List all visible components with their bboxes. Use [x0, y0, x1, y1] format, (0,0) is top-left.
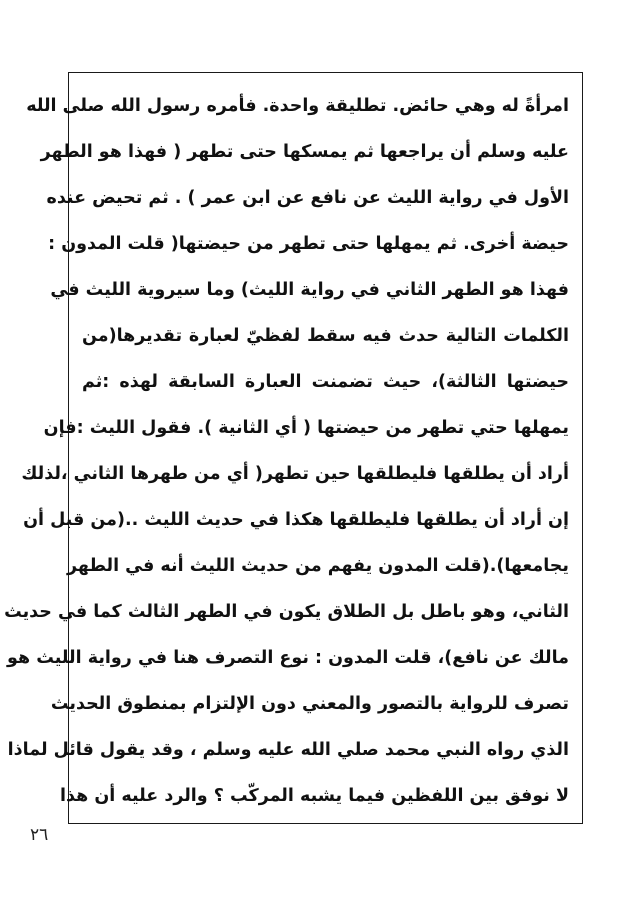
- text-line: الذي رواه النبي محمد صلي الله عليه وسلم ، وقد يقول قائل لماذا: [7, 740, 569, 760]
- text-line: مالك عن نافع)، قلت المدون : نوع التصرف هنا في رواية الليث هو: [7, 648, 569, 668]
- text-frame: [4, 72, 583, 824]
- text-line: فهذا هو الطهر الثاني في رواية الليث) وما سيروية الليث في: [50, 280, 569, 300]
- text-line: لا نوفق بين اللفظين فيما يشبه المركّب ؟ والرد عليه أن هذا: [60, 786, 569, 806]
- text-line: يجامعها).(قلت المدون يفهم من حديث الليث أنه في الطهر: [67, 556, 569, 576]
- text-line: يمهلها حتي تطهر من حيضتها ( أي الثانية ). فقول الليث :فإن: [43, 418, 569, 438]
- page-number: ٢٦: [30, 825, 49, 845]
- body-text: [4, 83, 569, 819]
- text-line: عليه وسلم أن يراجعها ثم يمسكها حتى تطهر ( فهذا هو الطهر: [40, 142, 569, 162]
- text-line: الأول في رواية الليث عن نافع عن ابن عمر ) . ثم تحيض عنده: [46, 188, 569, 208]
- text-line: أراد أن يطلقها فليطلقها حين تطهر( أي من طهرها الثاني ،لذلك: [21, 464, 569, 484]
- text-line: حيضتها الثالثة)، حيث تضمنت العبارة السابقة لهذه :ثم: [82, 372, 569, 392]
- text-line: حيضة أخرى. ثم يمهلها حتى تطهر من حيضتها( قلت المدون :: [48, 234, 569, 254]
- text-line: امرأةً له وهي حائض. تطليقة واحدة. فأمره رسول الله صلى الله: [26, 96, 569, 116]
- text-line: تصرف للرواية بالتصور والمعني دون الإلتزام بمنطوق الحديث: [50, 694, 569, 714]
- text-line: الكلمات التالية حدث فيه سقط لفظيّ لعبارة تقديرها(من: [82, 326, 569, 346]
- text-line: الثاني، وهو باطل بل الطلاق يكون في الطهر الثالث كما في حديث: [4, 602, 569, 622]
- text-line: إن أراد أن يطلقها فليطلقها هكذا في حديث الليث ..(من قبل أن: [23, 510, 569, 530]
